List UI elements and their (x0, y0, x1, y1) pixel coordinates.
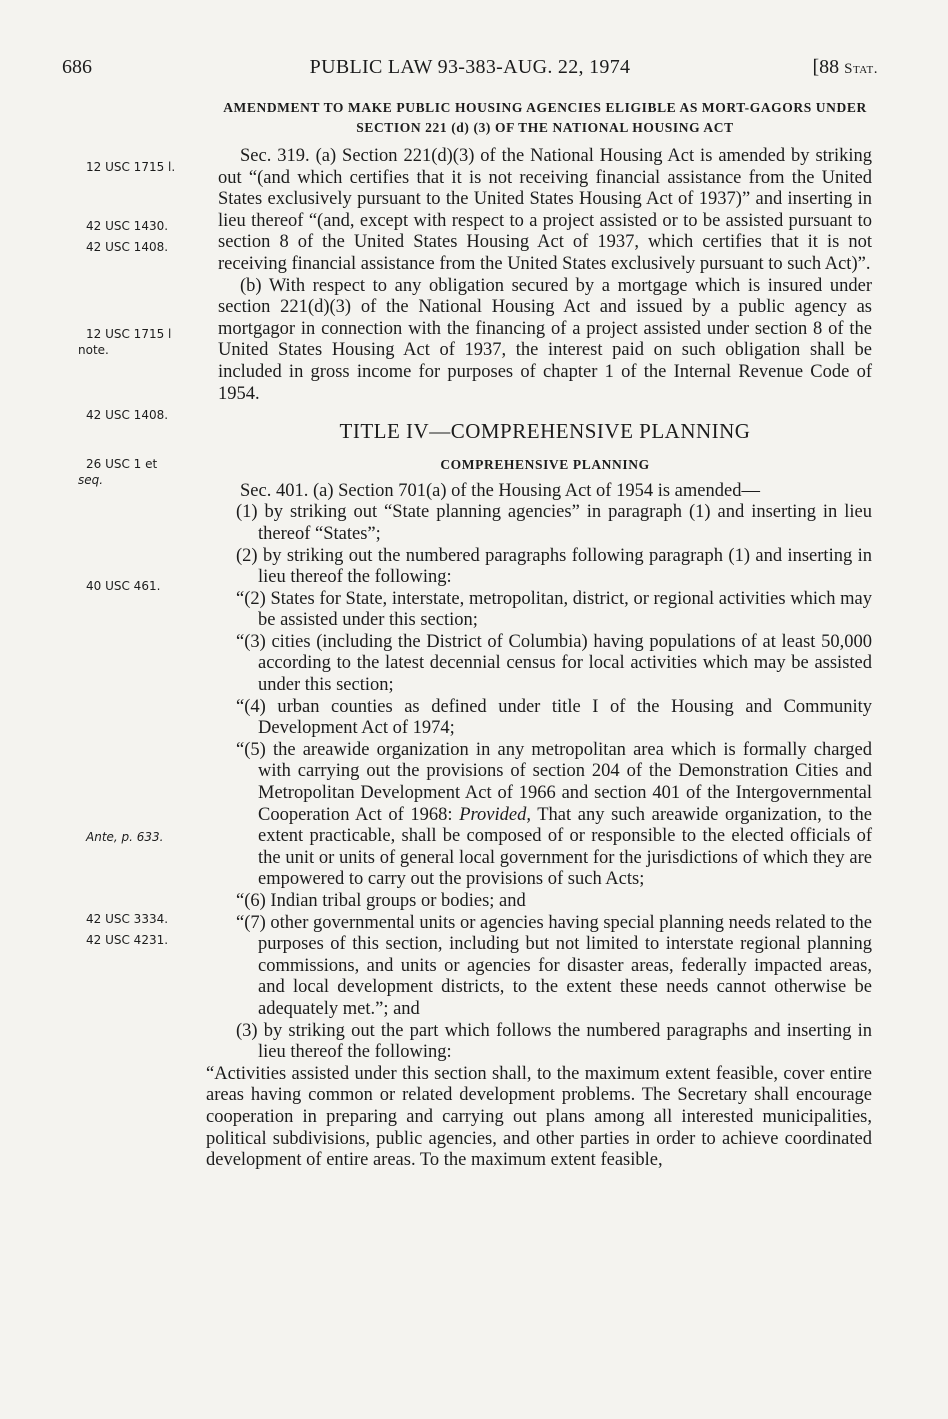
margin-note: 42 USC 4231. (86, 933, 169, 947)
margin-note: 40 USC 461. (86, 579, 161, 593)
margin-note: 42 USC 1430. (86, 219, 169, 233)
quoted-paragraph-5: “(5) the areawide organization in any metropolitan area which is formally charged with carrying out the provisions of section 204 of the Demonstration Cities and Metropolitan Development Act of 1966 and section 401 of the Intergovernmental Cooperation Act of 1968: Provided, That any such areawide organization, to the extent practicable, shall be composed of or responsible to the elected officials of the unit or units of general local government for the jurisdictions of which they are empowered to carry out the provisions of such Acts; (236, 739, 872, 890)
margin-note: note. (78, 343, 109, 357)
page-number: 686 (62, 56, 92, 78)
quoted-paragraph-4: “(4) urban counties as defined under title I of the Housing and Community Development Act of 1974; (236, 696, 872, 739)
section-caption: AMENDMENT TO MAKE PUBLIC HOUSING AGENCIES ELIGIBLE AS MORT-GAGORS UNDER SECTION 221 (d) (3) OF THE NATIONAL HOUSING ACT (223, 100, 867, 135)
margin-note: 42 USC 3334. (86, 912, 169, 926)
running-title: PUBLIC LAW 93-383-AUG. 22, 1974 (309, 56, 631, 78)
margin-note: seq. (78, 473, 104, 487)
margin-note: 26 USC 1 et (86, 457, 158, 471)
amendment-item-2: (2) by striking out the numbered paragraphs following paragraph (1) and inserting in lieu thereof the following: (236, 545, 872, 588)
section-319-a: Sec. 319. (a) Section 221(d)(3) of the National Housing Act is amended by striking out “(and which certifies that it is not receiving financial assistance from the United States exclusively pursuant to the United States Housing Act of 1937)” and inserting in lieu thereof “(and, except with respect to a project assisted or to be assisted pursuant to section 8 of the United States Housing Act of 1937, which certifies that it is not receiving financial assistance from the United States exclusively pursuant to such Act)”. (218, 146, 872, 274)
quoted-paragraph-2: “(2) States for State, interstate, metropolitan, district, or regional activities which may be assisted under this section; (236, 588, 872, 631)
margin-note: 12 USC 1715 l (86, 327, 172, 341)
section-401-intro: Sec. 401. (a) Section 701(a) of the Housing Act of 1954 is amended— (240, 480, 760, 501)
margin-note: 42 USC 1408. (86, 408, 169, 422)
amendment-item-3: (3) by striking out the part which follows the numbered paragraphs and inserting in lieu thereof the following: (236, 1020, 872, 1063)
statute-volume: [88 Stat. (812, 56, 878, 78)
quoted-paragraph-7: “(7) other governmental units or agencies having special planning needs related to the purposes of this section, including but not limited to interstate regional planning commissions, and units or agencies for disaster areas, federally impacted areas, and local development districts, to the extent these needs cannot otherwise be adequately met.”; and (236, 912, 872, 1019)
section-319-b: (b) With respect to any obligation secured by a mortgage which is insured under section 221(d)(3) of the National Housing Act and issued by a public agency as mortgagor in connection with the financing of a project assisted under section 8 of the United States Housing Act of 1937, the interest paid on such obligation shall be included in gross income for purposes of chapter 1 of the Internal Revenue Code of 1954. (218, 275, 872, 404)
margin-note: Ante, p. 633. (86, 830, 164, 844)
title-heading: TITLE IV—COMPREHENSIVE PLANNING (339, 419, 751, 444)
section-caption: COMPREHENSIVE PLANNING (440, 456, 650, 472)
closing-quoted-text: “Activities assisted under this section shall, to the maximum extent feasible, cover entire areas having common or related development problems. The Secretary shall encourage cooperation in preparing and carrying out plans among all interested municipalities, political subdivisions, public agencies, and other parties in order to achieve coordinated development of entire areas. To the maximum extent feasible, (206, 1063, 872, 1171)
margin-note: 12 USC 1715 l. (86, 160, 176, 174)
amendment-item-1: (1) by striking out “State planning agencies” in paragraph (1) and inserting in lieu thereof “States”; (236, 502, 872, 544)
quoted-paragraph-6: “(6) Indian tribal groups or bodies; and (236, 891, 526, 911)
margin-note: 42 USC 1408. (86, 240, 169, 254)
page-header (62, 56, 878, 86)
quoted-paragraph-3: “(3) cities (including the District of Columbia) having populations of at least 50,000 according to the latest decennial census for local activities which may be assisted under this section; (236, 631, 872, 696)
page-body (206, 98, 872, 1172)
